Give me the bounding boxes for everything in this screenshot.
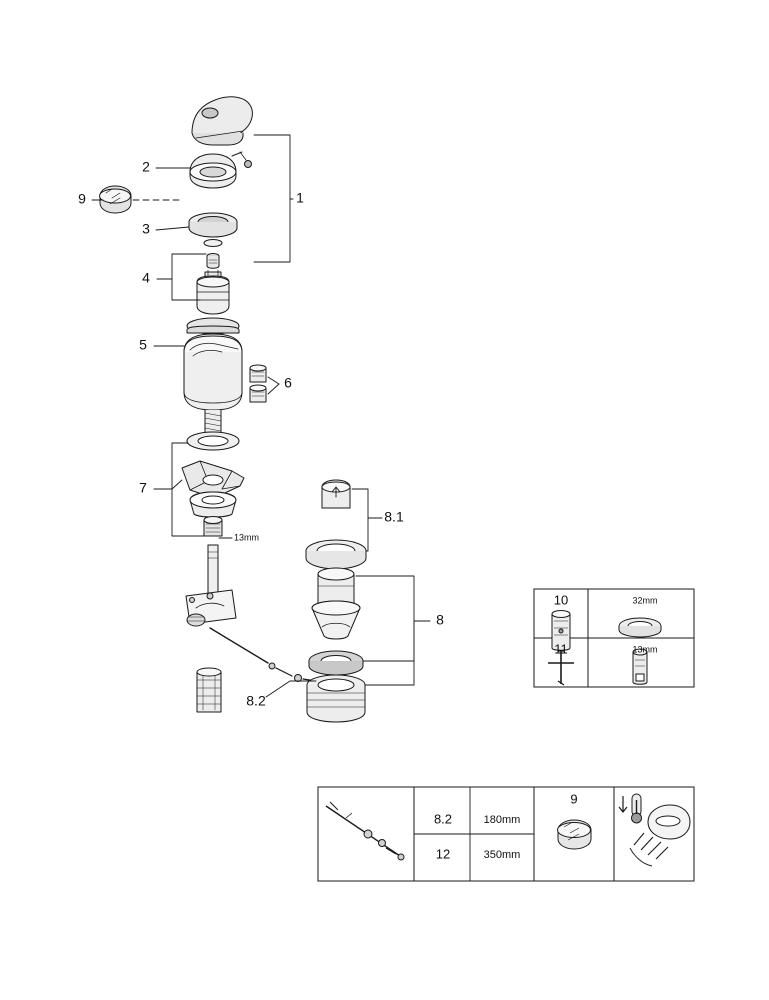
washer-ring-icon (619, 618, 661, 637)
part-cartridge (197, 270, 229, 314)
callout-8: 8 (436, 611, 444, 628)
callout-8-1: 8.1 (384, 508, 404, 525)
rod-row-1-number: 8.2 (433, 811, 453, 827)
part-pull-rod (210, 628, 316, 682)
panel-group-bottom (318, 787, 694, 881)
rod-row-1-length: 180mm (483, 813, 521, 826)
seal-cap-icon (558, 820, 592, 849)
part-cartridge-screw (207, 254, 219, 269)
part-mixer-body (184, 318, 242, 410)
panel-10-number: 10 (553, 592, 569, 608)
panel-9-number: 9 (570, 791, 578, 807)
part-sealing-washer (187, 432, 239, 450)
part-ring-nut (189, 213, 237, 247)
callout-2: 2 (142, 158, 150, 175)
panel-10-dimension: 32mm (632, 595, 658, 606)
part-waste-cone (312, 601, 360, 639)
part-waste-flange (306, 540, 366, 569)
part-cap-cover (190, 154, 236, 188)
callout-6: 6 (284, 374, 292, 391)
part-waste-locknut (307, 675, 365, 722)
callout-5: 5 (139, 336, 147, 353)
part-mounting-plate (190, 492, 236, 517)
part-filter-insert-lower (250, 385, 266, 402)
part-waste-gasket (309, 651, 363, 675)
part-waste-linkage (186, 590, 236, 626)
callout-9-top: 9 (78, 190, 86, 207)
callout-1: 1 (296, 189, 304, 206)
panel-11-number: 11 (554, 641, 568, 657)
part-seal-cap (100, 186, 132, 213)
leader-lines (92, 135, 430, 697)
callout-7: 7 (139, 479, 147, 496)
part-waste-stopper (322, 480, 350, 508)
callout-4: 4 (142, 269, 150, 286)
part-fixing-nut (204, 517, 222, 537)
part-lower-cartridge (197, 668, 221, 712)
rod-row-2-length: 350mm (483, 848, 521, 861)
rod-row-2-number: 12 (435, 846, 451, 862)
panel-11-dimension: 13mm (632, 644, 658, 655)
part-lever-handle (192, 97, 252, 145)
dimension-13mm-shaft: 13mm (234, 532, 260, 543)
part-filter-insert-upper (250, 365, 266, 382)
callout-3: 3 (142, 220, 150, 237)
callout-8-2: 8.2 (246, 692, 266, 709)
